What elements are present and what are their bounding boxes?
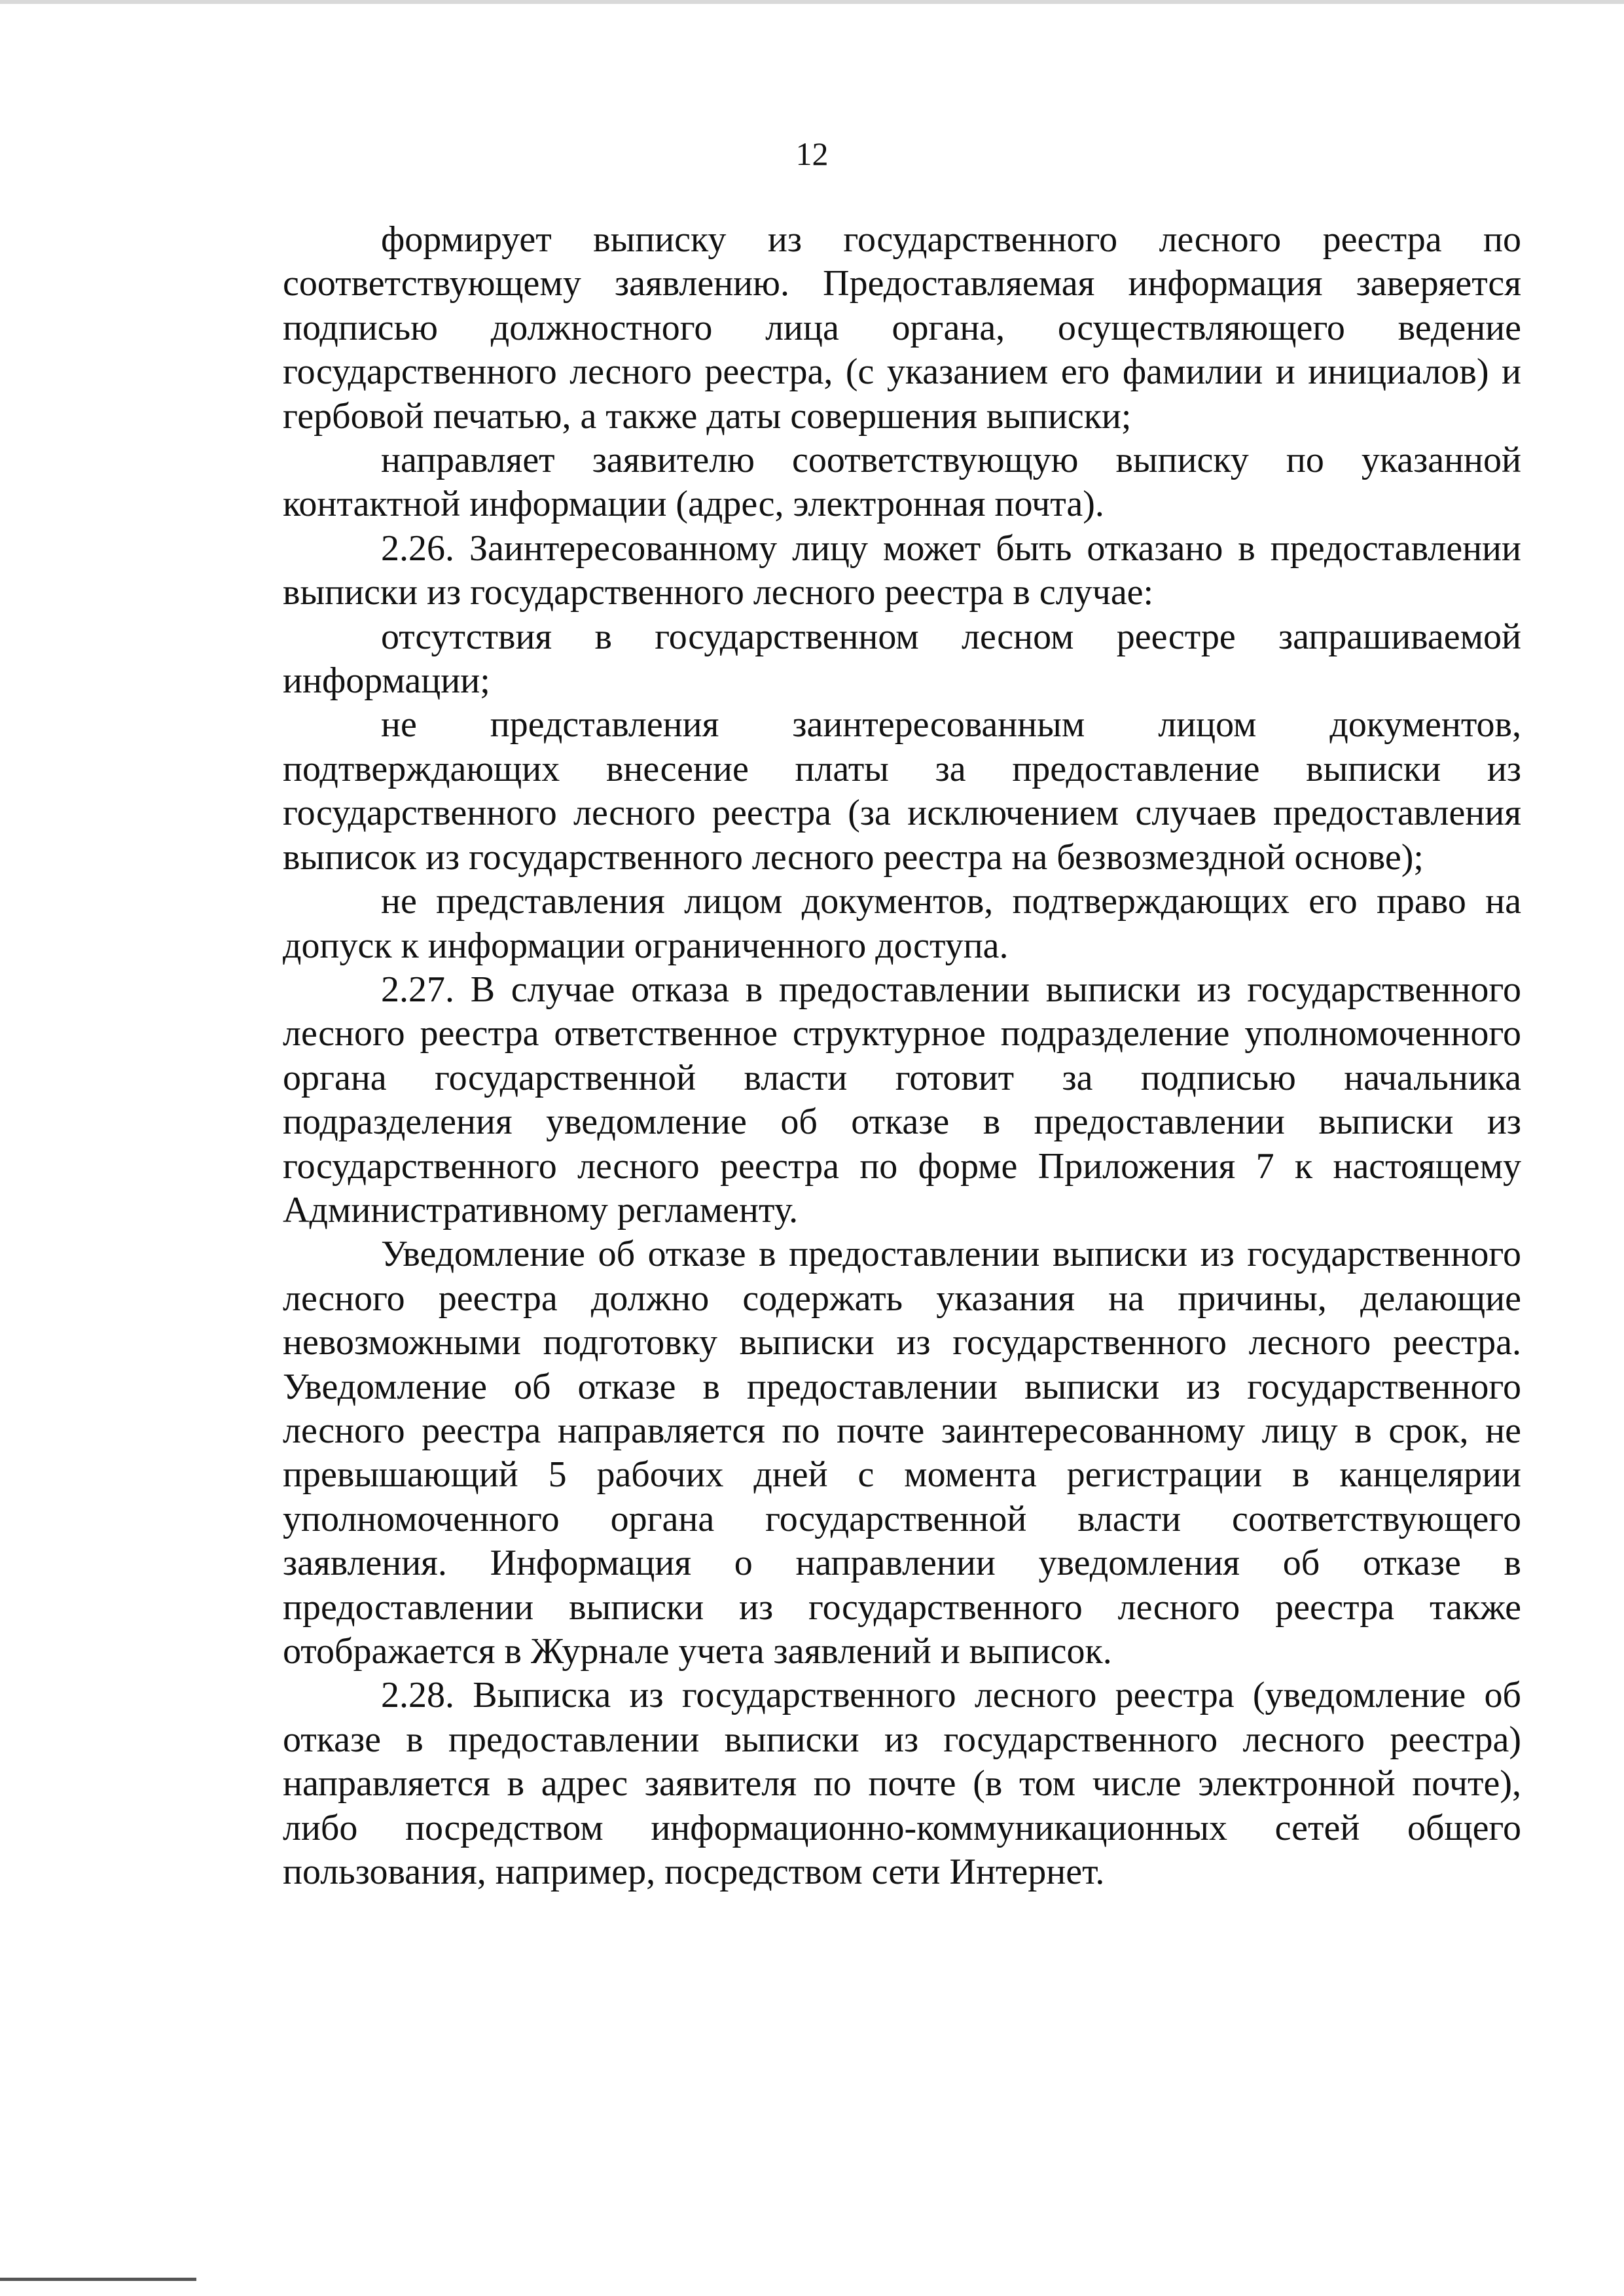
scan-top-edge (0, 0, 1624, 4)
paragraph-no-payment-docs: не представления заинтересованным лицом документов, подтверждающих внесение платы за предоставление выписки из государственного лесного реестра (за исключением случаев предоставления выписок из государственного лесного реестра на безвозмездной основе); (283, 704, 1521, 878)
paragraph-2-26: 2.26. Заинтересованному лицу может быть отказано в предоставлении выписки из государственного лесного реестра в случае: (283, 528, 1521, 613)
document-body (283, 218, 1521, 1894)
paragraph-form-extract: формирует выписку из государственного лесного реестра по соответствующему заявлению. Предоставляемая информация заверяется подписью должностного лица органа, осуществляющего ведение государственного лесного реестра, (с указанием его фамилии и инициалов) и гербовой печатью, а также даты совершения выписки; (283, 219, 1521, 437)
paragraph-send-extract: направляет заявителю соответствующую выписку по указанной контактной информации (адрес, электронная почта). (283, 440, 1521, 525)
page-number: 12 (795, 135, 829, 172)
paragraph-2-28: 2.28. Выписка из государственного лесного реестра (уведомление об отказе в предоставлении выписки из государственного лесного реестра) направляется в адрес заявителя по почте (в том числе электронной почте), либо посредством информационно-коммуникационных сетей общего пользования, например, посредством сети Интернет. (283, 1675, 1521, 1893)
paragraph-refusal-notice: Уведомление об отказе в предоставлении выписки из государственного лесного реестра должно содержать указания на причины, делающие невозможными подготовку выписки из государственного лесного реестра. Уведомление об отказе в предоставлении выписки из государственного лесного реестра направляется по почте заинтересованному лицу в срок, не превышающий 5 рабочих дней с момента регистрации в канцелярии уполномоченного органа государственной власти соответствующего заявления. Информация о направлении уведомления об отказе в предоставлении выписки из государственного лесного реестра также отображается в Журнале учета заявлений и выписок. (283, 1234, 1521, 1672)
scan-corner-mark (0, 2278, 196, 2281)
paragraph-absence-info: отсутствия в государственном лесном реестре запрашиваемой информации; (283, 616, 1521, 702)
paragraph-no-access-docs: не представления лицом документов, подтверждающих его право на допуск к информации ограниченного доступа. (283, 881, 1521, 966)
paragraph-2-27: 2.27. В случае отказа в предоставлении выписки из государственного лесного реестра ответственное структурное подразделение уполномоченного органа государственной власти готовит за подписью начальника подразделения уведомление об отказе в предоставлении выписки из государственного лесного реестра по форме Приложения 7 к настоящему Административному регламенту. (283, 969, 1521, 1230)
